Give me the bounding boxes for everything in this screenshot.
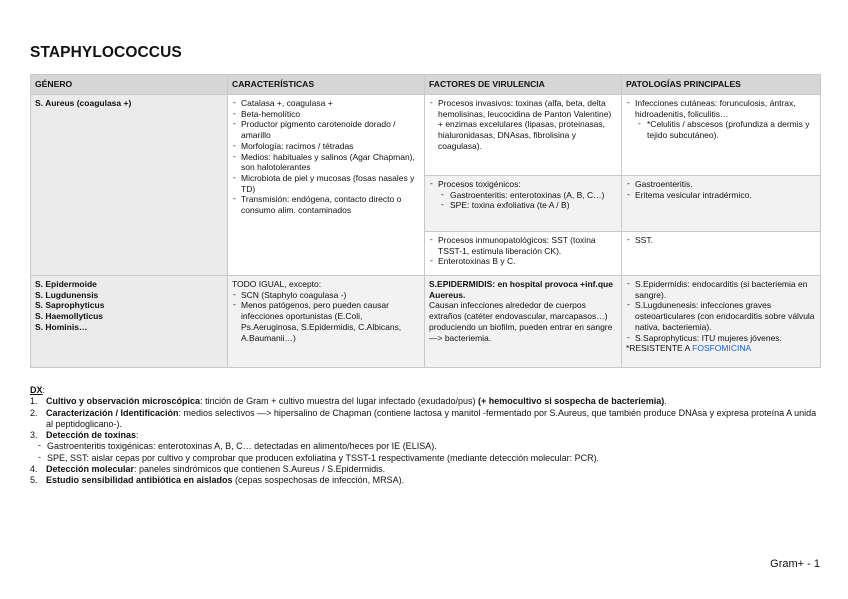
dx-item-emphasis: (+ hemocultivo si sospecha de bacteriemia)	[477, 396, 665, 407]
header-caracteristicas: CARACTERÍSTICAS	[228, 75, 425, 95]
dx-item-title: Detección de toxinas	[46, 430, 137, 441]
epidermidis-text: Causan infecciones alrededor de cuerpos extraños (catéter endovascular, marcapasos…) produciendo un biofilm, pueden entrar en sangre —> bacteriemia.	[429, 300, 613, 343]
dx-item-title: Cultivo y observación microscópica	[46, 396, 201, 407]
resistance-prefix: *RESISTENTE A	[626, 343, 693, 354]
list-item: - Procesos inmunopatológicos: SST (toxina TSST-1, estimula liberación CK).	[429, 235, 617, 256]
dx-item-title: Detección molecular	[46, 464, 135, 475]
genus-name: S. Saprophyticus	[35, 300, 105, 311]
dx-item-title: Caracterización / Identificación	[46, 407, 179, 418]
list-item	[429, 179, 617, 211]
header-factores-virulencia: FACTORES DE VIRULENCIA	[425, 75, 622, 95]
aureus-virulence-immuno	[425, 232, 622, 276]
dx-sub-item: - SPE, SST: aislar cepas por cultivo y comprobar que producen exfoliatina y TSST-1 respectivamente (mediante detección molecular: PCR).	[38, 453, 820, 464]
staphylococcus-table	[30, 74, 821, 368]
list-item: - S.Epidermidis: endocarditis (si bacteriemia en sangre).	[626, 279, 816, 300]
list-item: - SST.	[626, 235, 816, 246]
genus-aureus: S. Aureus (coagulasa +)	[31, 95, 228, 276]
genus-name: S. Epidermoide	[35, 279, 97, 289]
table-row	[31, 95, 821, 176]
list-item-text: Procesos toxigénicos:	[438, 179, 521, 189]
dx-item-number: 5.	[30, 475, 38, 486]
list-item: - Gastroenteritis: enterotoxinas (A, B, C…)	[440, 190, 617, 201]
list-item: - SPE: toxina exfoliativa (te A / B)	[440, 200, 617, 211]
list-item: - Microbiota de piel y mucosas (fosas nasales y TD)	[232, 173, 420, 194]
list-item: - S.Saprophyticus: ITU mujeres jóvenes.	[626, 333, 816, 344]
resistance-note	[626, 343, 816, 354]
list-item-text: Infecciones cutáneas: forunculosis, ántrax, hidroadenitis, foliculitis…	[635, 98, 796, 119]
aureus-virulence-invasive	[425, 95, 622, 176]
list-item: - Procesos invasivos: toxinas (alfa, beta, delta hemolisinas, leucocidina de Panton Valentine) + enzimas excelulares (lipasas, proteinasas, hialuronidasas, DNAsas, fibrolisina y coagulasa).	[429, 98, 617, 152]
list-item: - Transmisión: endógena, contacto directo o consumo alim. contaminados	[232, 194, 420, 215]
dx-section	[30, 385, 820, 487]
genus-name: S. Haemollyticus	[35, 311, 104, 322]
genus-others	[31, 276, 228, 368]
epidermidis-heading: S.EPIDERMIDIS: en hospital provoca +inf.que Auereus.	[429, 279, 613, 300]
dx-item	[30, 475, 820, 486]
aureus-pathology-sst	[622, 232, 821, 276]
others-virulence	[425, 276, 622, 368]
dx-item	[30, 464, 820, 475]
page-title: STAPHYLOCOCCUS	[30, 44, 182, 61]
dx-item-title: Estudio sensibilidad antibiótica en aislados	[46, 475, 233, 486]
list-item: - Morfología: racimos / tétradas	[232, 141, 420, 152]
list-item: - S.Lugdunenesis: infecciones graves osteoarticulares (con endocarditis sobre válvula nativa, bacteriemia).	[626, 300, 816, 332]
aureus-virulence-toxigenic	[425, 176, 622, 232]
genus-name: S. Hominis…	[35, 321, 88, 332]
genus-name: S. Lugdunensis	[35, 289, 99, 300]
list-item: - Productor pigmento carotenoide dorado / amarillo	[232, 119, 420, 140]
dx-item-text: : medios selectivos —> hipersalino de Chapman (contiene lactosa y manitol -fermentado por S.Aureus, que también produce DNAsa y expresa proteína A unida al peptidoglicano-).	[46, 407, 817, 429]
dx-item-number: 2.	[30, 407, 38, 418]
list-item: - SCN (Staphylo coagulasa -)	[232, 290, 420, 301]
dx-item	[30, 430, 820, 464]
dx-item-number: 4.	[30, 464, 38, 475]
characteristics-intro: TODO IGUAL, excepto:	[232, 279, 322, 289]
dx-item-end: .	[664, 396, 667, 407]
dx-item-number: 3.	[30, 430, 38, 441]
dx-sub-item: - Gastroenteritis toxigénicas: enterotoxinas A, B, C… detectadas en alimento/heces por IE (ELISA).	[38, 441, 820, 452]
dx-heading-label: DX	[30, 385, 43, 395]
aureus-pathology-skin	[622, 95, 821, 176]
header-genero: GÉNERO	[31, 75, 228, 95]
others-characteristics	[228, 276, 425, 368]
dx-heading: DX:	[30, 385, 46, 395]
aureus-characteristics	[228, 95, 425, 276]
dx-item-text: : tinción de Gram + cultivo muestra del lugar infectado (exudado/pus)	[200, 396, 478, 407]
list-item: - Beta-hemolítico	[232, 109, 420, 120]
aureus-pathology-toxigenic	[622, 176, 821, 232]
dx-item-text: : paneles sindrómicos que contienen S.Aureus / S.Epidermidis.	[134, 464, 386, 475]
list-item: - *Celulitis / abscesos (profundiza a dermis y tejido subcutáneo).	[637, 119, 816, 140]
table-header-row	[31, 75, 821, 95]
header-patologias: PATOLOGÍAS PRINCIPALES	[622, 75, 821, 95]
list-item: - Medios: habituales y salinos (Agar Chapman), son halotolerantes	[232, 152, 420, 173]
fosfomicina-link[interactable]: FOSFOMICINA	[692, 343, 752, 354]
list-item: - Catalasa +, coagulasa +	[232, 98, 420, 109]
list-item: - Enterotoxinas B y C.	[429, 256, 617, 267]
dx-item-text: (cepas sospechosas de infección, MRSA).	[232, 475, 405, 486]
list-item: - Menos patógenos, pero pueden causar infecciones oportunistas (E.Coli, Ps.Aeruginosa, S.Epidermidis, C.Albicans, A.Baumanii…)	[232, 300, 420, 343]
list-item: - Gastroenteritis.	[626, 179, 816, 190]
others-pathology	[622, 276, 821, 368]
table-row	[31, 276, 821, 368]
dx-item	[30, 408, 820, 431]
dx-item-text: :	[136, 430, 139, 441]
list-item: - Eritema vesicular intradérmico.	[626, 190, 816, 201]
list-item	[626, 98, 816, 141]
dx-item	[30, 396, 820, 407]
page-footer: Gram+ - 1	[770, 558, 820, 570]
dx-item-number: 1.	[30, 396, 38, 407]
